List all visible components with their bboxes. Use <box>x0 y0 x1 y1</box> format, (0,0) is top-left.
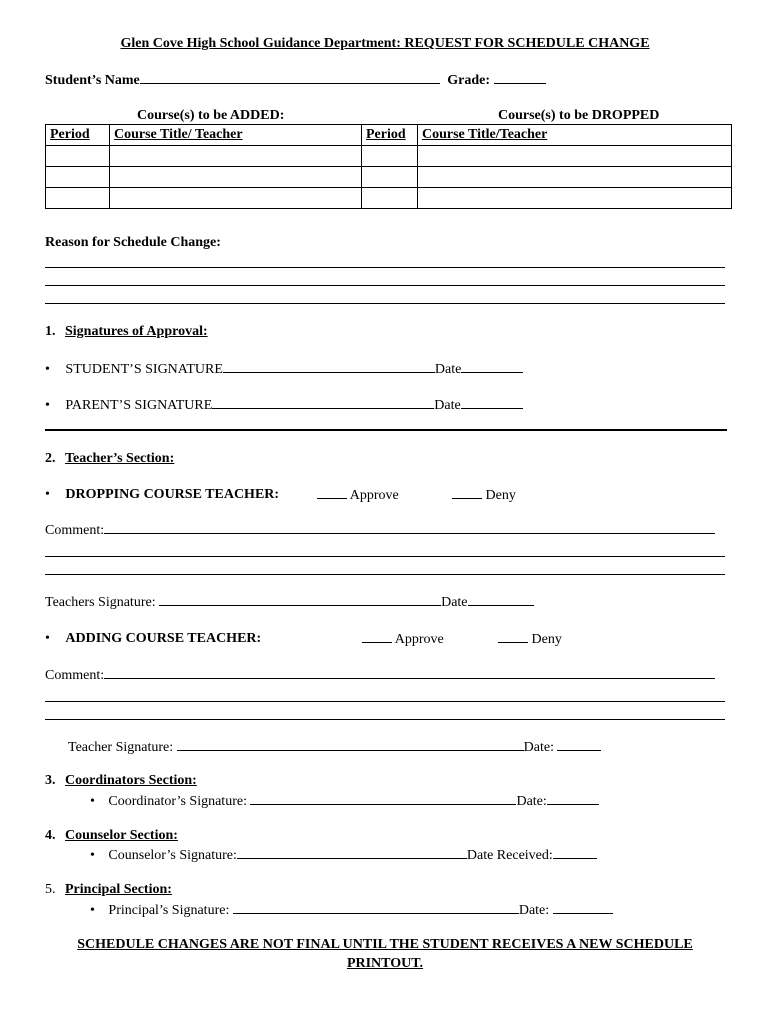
student-name-label: Student’s Name <box>45 73 140 88</box>
table-row <box>46 167 732 188</box>
bullet-icon: • <box>45 487 50 502</box>
dropping-comment-row <box>45 522 715 539</box>
bullet-icon: • <box>45 362 50 377</box>
reason-label: Reason for Schedule Change: <box>45 235 221 250</box>
table-cell[interactable] <box>46 188 110 209</box>
principal-signature-label: Principal’s Signature: <box>108 903 230 918</box>
student-name-field[interactable] <box>140 72 440 84</box>
teacher-signature-row <box>68 739 601 756</box>
parent-signature-label: PARENT’S SIGNATURE <box>65 398 213 413</box>
student-name-row <box>45 72 546 89</box>
dropping-teacher-label: DROPPING COURSE TEACHER: <box>65 487 280 502</box>
approval-heading <box>45 324 208 340</box>
date-field[interactable] <box>553 902 613 914</box>
coordinator-signature-row <box>90 793 599 810</box>
date-field[interactable] <box>557 739 601 751</box>
table-cell[interactable] <box>110 188 362 209</box>
comment-line[interactable] <box>45 701 725 702</box>
table-cell[interactable] <box>418 188 732 209</box>
bullet-icon: • <box>90 903 95 918</box>
teachers-signature-row <box>45 594 534 611</box>
adding-comment-row <box>45 667 715 684</box>
table-cell[interactable] <box>46 146 110 167</box>
bullet-icon: • <box>90 848 95 863</box>
comment-field[interactable] <box>104 522 715 534</box>
courses-table <box>45 124 732 209</box>
deny-checkbox[interactable] <box>498 631 528 643</box>
counselor-signature-label: Counselor’s Signature: <box>108 848 237 863</box>
comment-line[interactable] <box>45 574 725 575</box>
section-number: 2. <box>45 451 56 466</box>
table-cell[interactable] <box>418 146 732 167</box>
principal-heading <box>45 882 172 898</box>
table-header-row <box>46 125 732 146</box>
reason-line[interactable] <box>45 303 725 304</box>
counselor-signature-field[interactable] <box>237 847 467 859</box>
grade-field[interactable] <box>494 72 546 84</box>
deny-checkbox[interactable] <box>452 487 482 499</box>
comment-field[interactable] <box>104 667 715 679</box>
counselor-heading <box>45 828 178 844</box>
section-number: 4. <box>45 828 56 843</box>
table-cell[interactable] <box>110 167 362 188</box>
teacher-heading <box>45 451 174 467</box>
adding-approve <box>362 631 444 648</box>
date-field[interactable] <box>461 361 523 373</box>
section-number: 1. <box>45 324 56 339</box>
section-number: 5. <box>45 882 56 897</box>
deny-label: Deny <box>531 632 562 647</box>
principal-signature-field[interactable] <box>233 902 519 914</box>
bullet-icon: • <box>45 631 50 646</box>
dropping-teacher-row <box>45 487 279 503</box>
date-label: Date <box>441 595 468 610</box>
approve-checkbox[interactable] <box>362 631 392 643</box>
footer-notice-line1: SCHEDULE CHANGES ARE NOT FINAL UNTIL THE STUDENT RECEIVES A NEW SCHEDULE <box>77 937 693 952</box>
counselor-signature-row <box>90 847 597 864</box>
coordinator-heading <box>45 773 197 789</box>
section-title: Signatures of Approval: <box>65 324 208 339</box>
section-title: Counselor Section: <box>65 828 178 843</box>
form-title: Glen Cove High School Guidance Department: REQUEST FOR SCHEDULE CHANGE <box>120 36 650 51</box>
parent-signature-row <box>45 397 523 414</box>
principal-signature-row <box>90 902 613 919</box>
date-label: Date <box>434 398 461 413</box>
date-field[interactable] <box>553 847 597 859</box>
student-signature-field[interactable] <box>223 361 435 373</box>
teacher-signature-label: Teacher Signature: <box>68 740 174 755</box>
teachers-signature-label: Teachers Signature: <box>45 595 156 610</box>
adding-teacher-label: ADDING COURSE TEACHER: <box>65 631 262 646</box>
footer-notice-line2: PRINTOUT. <box>346 956 424 971</box>
bullet-icon: • <box>90 794 95 809</box>
date-received-label: Date Received: <box>466 848 553 863</box>
student-signature-label: STUDENT’S SIGNATURE <box>65 362 223 377</box>
comment-line[interactable] <box>45 719 725 720</box>
dropping-approve <box>317 487 399 504</box>
student-signature-row <box>45 361 523 378</box>
adding-teacher-row <box>45 631 261 647</box>
grade-label: Grade: <box>447 73 491 88</box>
date-label: Date: <box>516 794 547 809</box>
added-header: Course(s) to be ADDED: <box>137 108 285 123</box>
adding-deny <box>498 631 562 648</box>
col-title-added: Course Title/ Teacher <box>110 125 362 146</box>
table-cell[interactable] <box>362 167 418 188</box>
table-cell[interactable] <box>362 188 418 209</box>
section-title: Coordinators Section: <box>65 773 197 788</box>
coordinator-signature-field[interactable] <box>250 793 516 805</box>
parent-signature-field[interactable] <box>212 397 434 409</box>
section-title: Principal Section: <box>65 882 172 897</box>
table-cell[interactable] <box>418 167 732 188</box>
reason-line[interactable] <box>45 267 725 268</box>
deny-label: Deny <box>485 488 516 503</box>
date-label: Date: <box>523 740 554 755</box>
bullet-icon: • <box>45 398 50 413</box>
dropping-deny <box>452 487 516 504</box>
coordinator-signature-label: Coordinator’s Signature: <box>108 794 247 809</box>
teacher-signature-field[interactable] <box>177 739 524 751</box>
table-row <box>46 188 732 209</box>
comment-label: Comment: <box>45 668 105 683</box>
approve-label: Approve <box>349 488 399 503</box>
reason-line[interactable] <box>45 285 725 286</box>
teachers-signature-field[interactable] <box>159 594 441 606</box>
table-cell[interactable] <box>362 146 418 167</box>
col-period-added: Period <box>46 125 110 146</box>
date-field[interactable] <box>461 397 523 409</box>
col-title-dropped: Course Title/Teacher <box>418 125 732 146</box>
table-cell[interactable] <box>110 146 362 167</box>
comment-label: Comment: <box>45 523 105 538</box>
date-field[interactable] <box>468 594 534 606</box>
section-title: Teacher’s Section: <box>65 451 175 466</box>
table-row <box>46 146 732 167</box>
section-number: 3. <box>45 773 56 788</box>
date-label: Date <box>434 362 462 377</box>
comment-line[interactable] <box>45 556 725 557</box>
approve-label: Approve <box>394 632 444 647</box>
date-field[interactable] <box>547 793 599 805</box>
dropped-header: Course(s) to be DROPPED <box>498 108 660 123</box>
section-divider <box>45 429 727 431</box>
approve-checkbox[interactable] <box>317 487 347 499</box>
col-period-dropped: Period <box>362 125 418 146</box>
date-label: Date: <box>518 903 550 918</box>
table-cell[interactable] <box>46 167 110 188</box>
